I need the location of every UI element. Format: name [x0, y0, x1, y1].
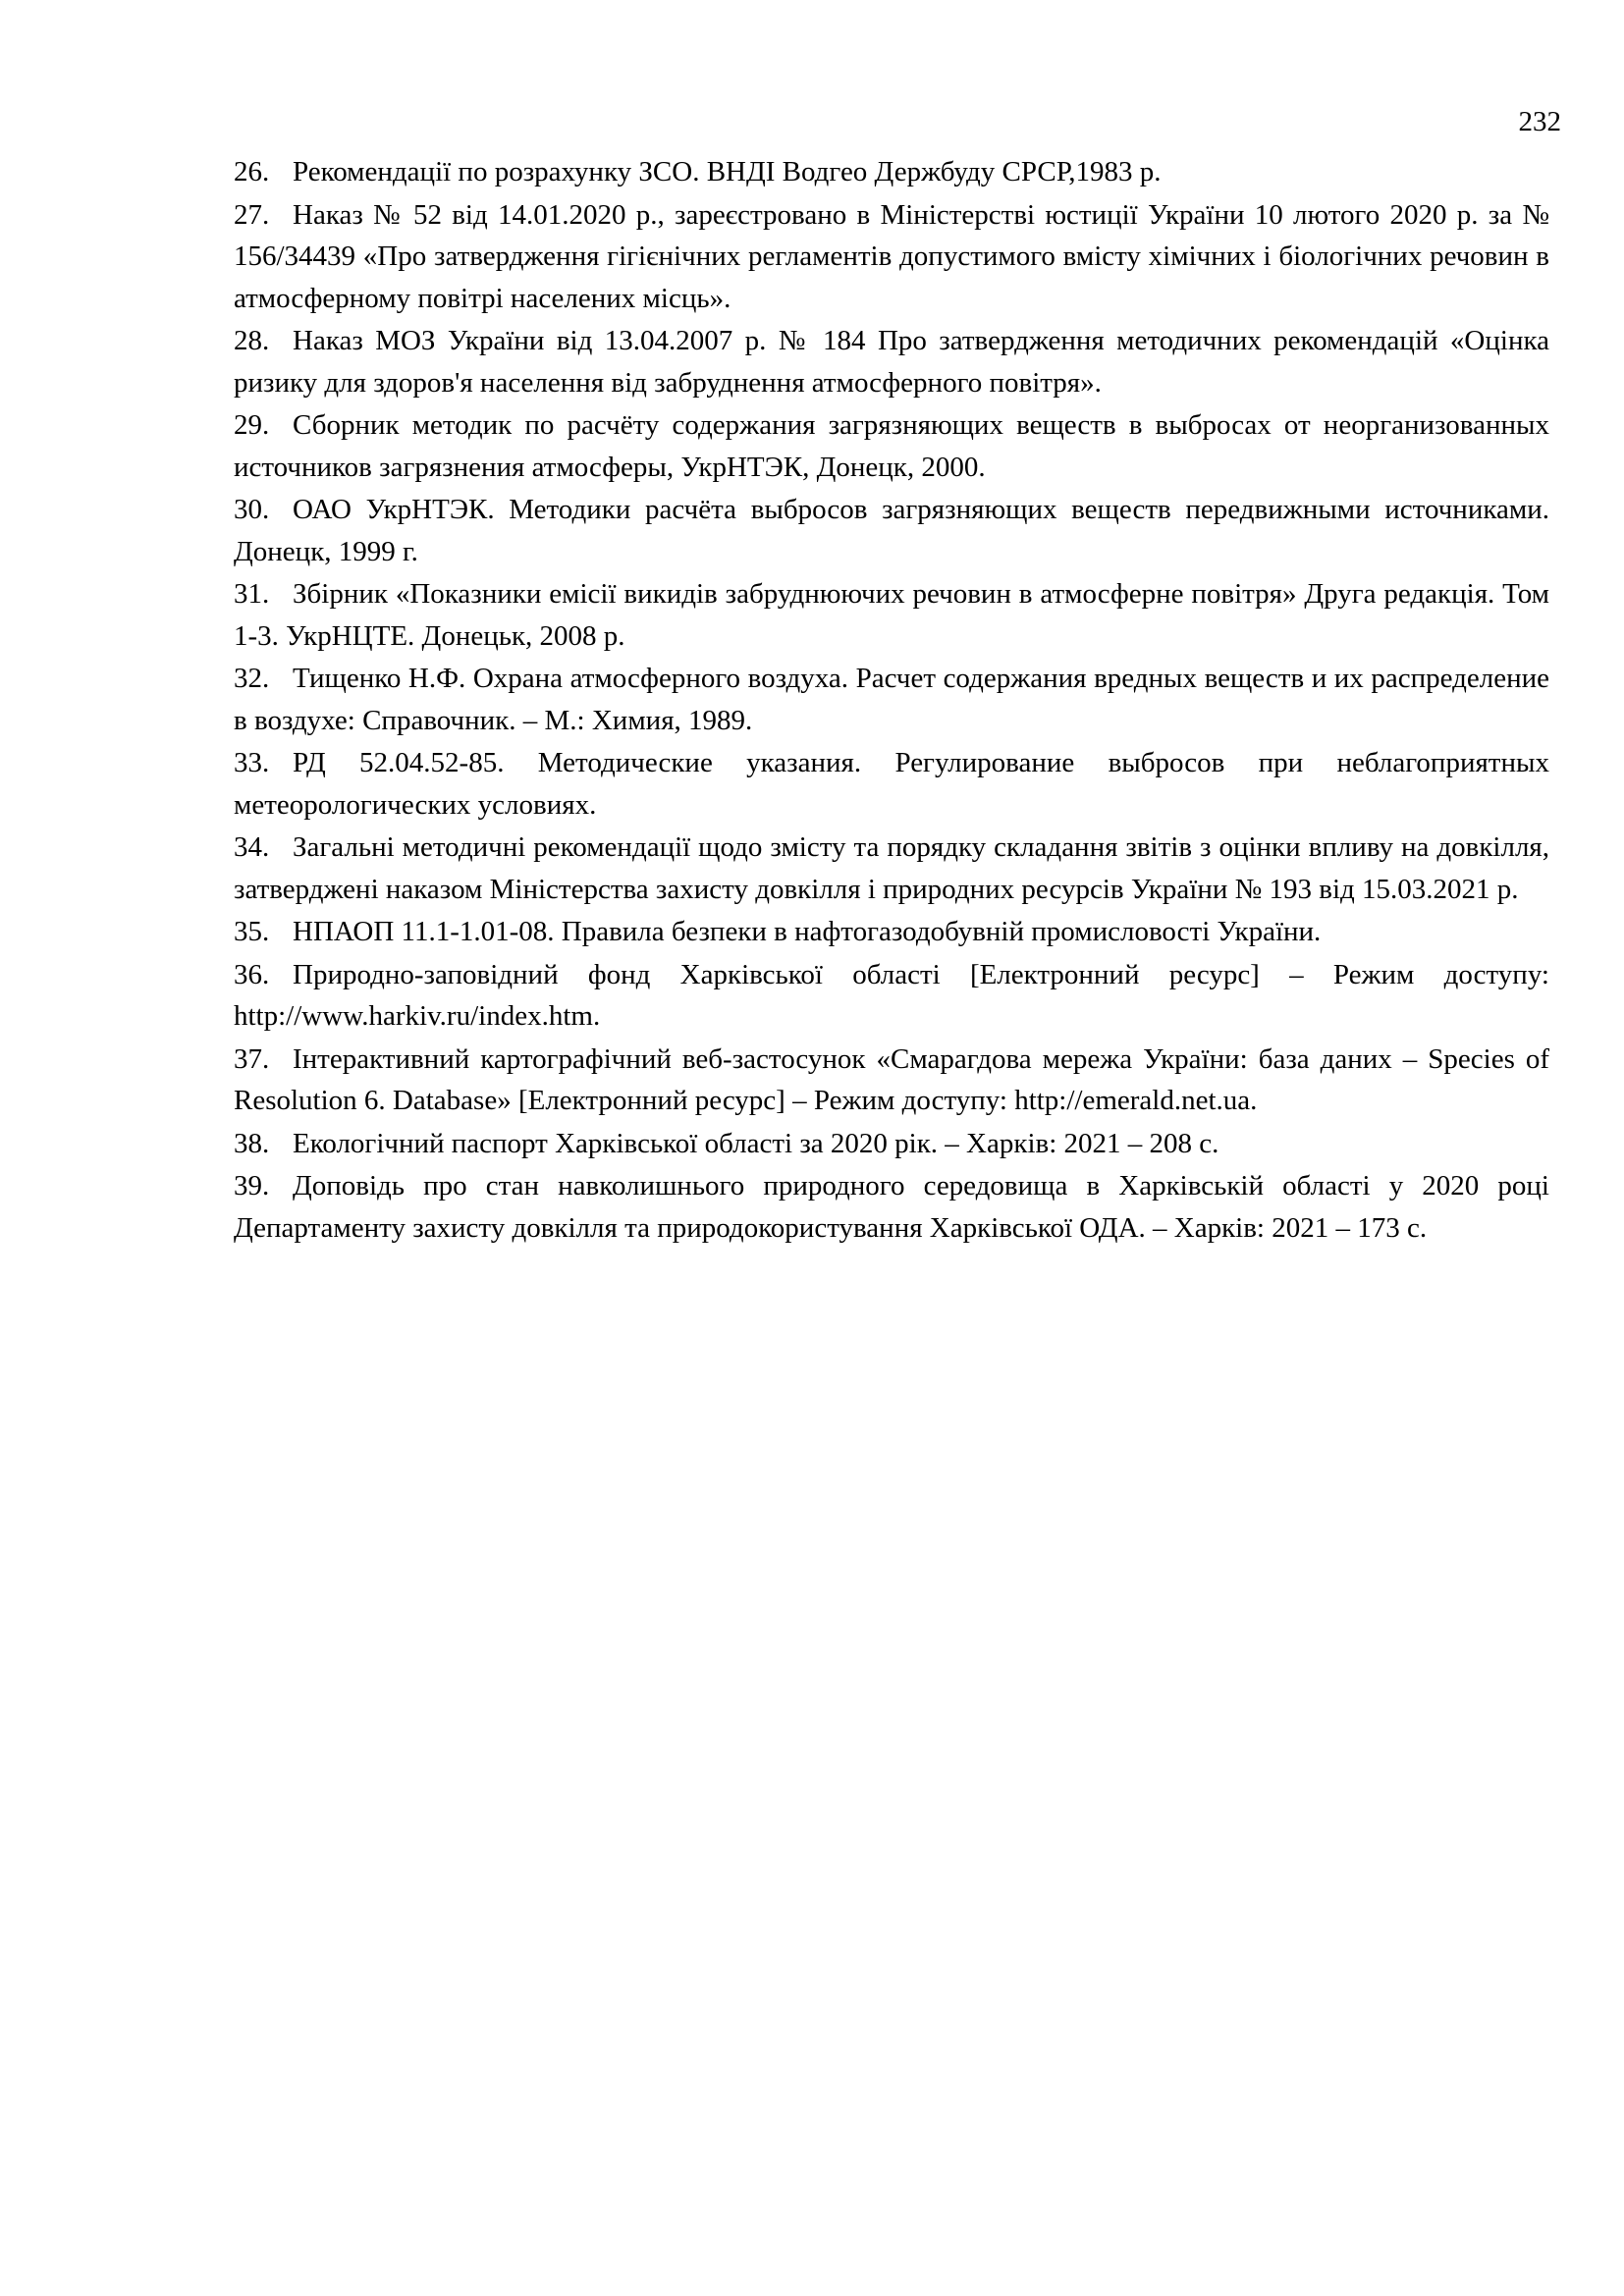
reference-text: Сборник методик по расчёту содержания загрязняющих веществ в выбросах от неорганизованных источников загрязнения атмосферы, УкрНТЭК, Донецк, 2000.	[234, 409, 1549, 483]
reference-number: 32.	[234, 663, 270, 694]
reference-item	[234, 404, 1549, 488]
reference-number: 28.	[234, 325, 270, 356]
reference-text: Екологічний паспорт Харківської області за 2020 рік. – Харків: 2021 – 208 с.	[293, 1127, 1219, 1159]
reference-number: 34.	[234, 831, 270, 863]
reference-text: РД 52.04.52-85. Методические указания. Регулирование выбросов при неблагоприятных метеорологических условиях.	[234, 747, 1549, 821]
reference-number: 29.	[234, 409, 270, 441]
reference-number: 26.	[234, 156, 270, 187]
reference-number: 35.	[234, 916, 270, 947]
reference-item	[234, 1165, 1549, 1249]
reference-item	[234, 320, 1549, 403]
reference-item	[234, 194, 1549, 320]
reference-item	[234, 658, 1549, 741]
reference-item	[234, 573, 1549, 657]
reference-text: Тищенко Н.Ф. Охрана атмосферного воздуха. Расчет содержания вредных веществ и их распределение в воздухе: Справочник. – М.: Химия, 1989.	[234, 663, 1549, 736]
reference-item	[234, 742, 1549, 826]
reference-item	[234, 489, 1549, 572]
reference-text: Наказ № 52 від 14.01.2020 р., зареєстровано в Міністерстві юстиції України 10 лютого 2020 р. за № 156/34439 «Про затвердження гігієнічних регламентів допустимого вмісту хімічних і біологічних речовин в атмосферному повітрі населених місць».	[234, 198, 1549, 314]
reference-item	[234, 911, 1549, 953]
reference-text: Загальні методичні рекомендації щодо змісту та порядку складання звітів з оцінки впливу на довкілля, затверджені наказом Міністерства захисту довкілля і природних ресурсів України № 193 від 15.03.2021 р.	[234, 831, 1549, 905]
reference-number: 38.	[234, 1127, 270, 1159]
reference-item	[234, 954, 1549, 1038]
page-number: 232	[1518, 106, 1561, 137]
reference-text: ОАО УкрНТЭК. Методики расчёта выбросов загрязняющих веществ передвижными источниками. Донецк, 1999 г.	[234, 494, 1549, 567]
reference-text: Рекомендації по розрахунку ЗСО. ВНДІ Водгео Держбуду СРСР,1983 р.	[293, 156, 1162, 187]
reference-item	[234, 1123, 1549, 1165]
reference-number: 30.	[234, 494, 270, 525]
reference-item	[234, 1039, 1549, 1122]
reference-text: Доповідь про стан навколишнього природного середовища в Харківській області у 2020 році Департаменту захисту довкілля та природокористування Харківської ОДА. – Харків: 2021 – 173 с.	[234, 1170, 1549, 1244]
reference-number: 33.	[234, 747, 270, 778]
reference-list	[234, 151, 1549, 1250]
reference-item	[234, 827, 1549, 910]
reference-text: Інтерактивний картографічний веб-застосунок «Смарагдова мережа України: база даних – Species of Resolution 6. Database» [Електронний ресурс] – Режим доступу: http://emerald.net.ua.	[234, 1042, 1549, 1116]
reference-item	[234, 151, 1549, 193]
reference-number: 27.	[234, 198, 270, 231]
reference-text: Збірник «Показники емісії викидів забруднюючих речовин в атмосферне повітря» Друга редакція. Том 1-3. УкрНЦТЕ. Донецьк, 2008 р.	[234, 578, 1549, 652]
reference-text: Наказ МОЗ України від 13.04.2007 р. № 184 Про затвердження методичних рекомендацій «Оцінка ризику для здоров'я населення від забруднення атмосферного повітря».	[234, 325, 1549, 399]
reference-number: 36.	[234, 958, 270, 990]
reference-number: 37.	[234, 1042, 270, 1075]
reference-number: 39.	[234, 1170, 270, 1201]
reference-text: Природно-заповідний фонд Харківської області [Електронний ресурс] – Режим доступу: http://www.harkiv.ru/index.htm.	[234, 958, 1549, 1032]
reference-text: НПАОП 11.1-1.01-08. Правила безпеки в нафтогазодобувній промисловості України.	[293, 916, 1322, 947]
reference-number: 31.	[234, 578, 270, 610]
